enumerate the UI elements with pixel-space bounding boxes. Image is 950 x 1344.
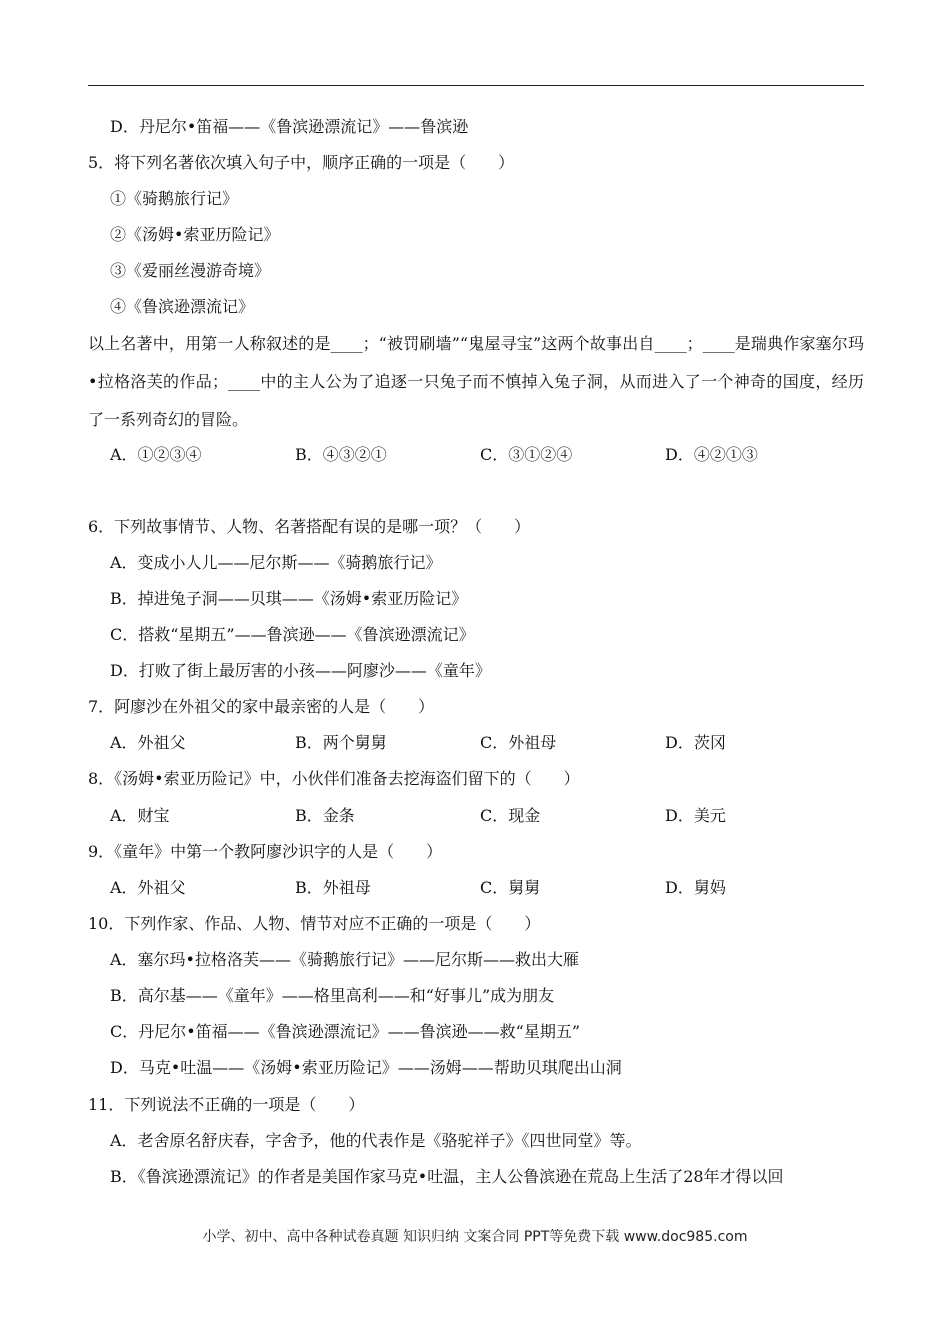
q5-option-d: D．④②①③ bbox=[665, 445, 758, 464]
q7-option-d: D．茨冈 bbox=[665, 733, 726, 752]
q6-option-b: B．掉进兔子洞——贝琪——《汤姆•索亚历险记》 bbox=[110, 589, 468, 608]
q8-option-b: B．金条 bbox=[295, 806, 355, 825]
q5-passage bbox=[88, 325, 864, 439]
q6-option-d: D．打败了街上最厉害的小孩——阿廖沙——《童年》 bbox=[110, 661, 491, 680]
q5-option-c: C．③①②④ bbox=[480, 445, 573, 464]
q10-option-a: A．塞尔玛•拉格洛芙——《骑鹅旅行记》——尼尔斯——救出大雁 bbox=[110, 950, 579, 969]
q7-stem: 7．阿廖沙在外祖父的家中最亲密的人是（ ） bbox=[88, 697, 435, 716]
q5-stem: 5．将下列名著依次填入句子中，顺序正确的一项是（ ） bbox=[88, 153, 515, 172]
q9-option-b: B．外祖母 bbox=[295, 878, 371, 897]
q7-option-c: C．外祖母 bbox=[480, 733, 557, 752]
q11-option-b: B．《鲁滨逊漂流记》的作者是美国作家马克•吐温，主人公鲁滨逊在荒岛上生活了28年才得以回 bbox=[110, 1167, 784, 1186]
q5-option-b: B．④③②① bbox=[295, 445, 387, 464]
q5-options bbox=[110, 445, 860, 465]
q9-option-c: C．舅舅 bbox=[480, 878, 541, 897]
q5-passage-text: 以上名著中，用第一人称叙述的是____；“被罚刷墙”“鬼屋寻宝”这两个故事出自____；____是瑞典作家塞尔玛•拉格洛芙的作品；____中的主人公为了追逐一只兔子而不慎掉入兔子洞，从而进入了一个神奇的国度，经历了一系列奇幻的冒险。 bbox=[88, 334, 864, 429]
q5-item-3: ③《爱丽丝漫游奇境》 bbox=[110, 261, 271, 280]
q8-stem: 8．《汤姆•索亚历险记》中，小伙伴们准备去挖海盗们留下的（ ） bbox=[88, 769, 580, 788]
q8-option-c: C．现金 bbox=[480, 806, 541, 825]
page-footer: 小学、初中、高中各种试卷真题 知识归纳 文案合同 PPT等免费下载 www.doc985.com bbox=[202, 1229, 748, 1245]
q7-options bbox=[110, 733, 860, 753]
q10-option-b: B．高尔基——《童年》——格里高利——和“好事儿”成为朋友 bbox=[110, 986, 555, 1005]
q10-option-c: C．丹尼尔•笛福——《鲁滨逊漂流记》——鲁滨逊——救“星期五” bbox=[110, 1022, 581, 1041]
q6-stem: 6．下列故事情节、人物、名著搭配有误的是哪一项？（ ） bbox=[88, 517, 531, 536]
q6-option-c: C．搭救“星期五”——鲁滨逊——《鲁滨逊漂流记》 bbox=[110, 625, 475, 644]
q9-options bbox=[110, 878, 860, 898]
q6-option-a: A．变成小人儿——尼尔斯——《骑鹅旅行记》 bbox=[110, 553, 442, 572]
q8-option-a: A．财宝 bbox=[110, 806, 170, 825]
q11-stem: 11．下列说法不正确的一项是（ ） bbox=[88, 1095, 365, 1114]
q11-option-a: A．老舍原名舒庆春，字舍予，他的代表作是《骆驼祥子》《四世同堂》等。 bbox=[110, 1131, 642, 1150]
q4-option-d: D．丹尼尔•笛福——《鲁滨逊漂流记》——鲁滨逊 bbox=[110, 117, 469, 136]
q9-option-a: A．外祖父 bbox=[110, 878, 186, 897]
q5-item-1: ①《骑鹅旅行记》 bbox=[110, 189, 239, 208]
header-rule bbox=[88, 85, 864, 86]
q9-stem: 9．《童年》中第一个教阿廖沙识字的人是（ ） bbox=[88, 842, 443, 861]
q5-item-4: ④《鲁滨逊漂流记》 bbox=[110, 297, 255, 316]
q10-option-d: D．马克•吐温——《汤姆•索亚历险记》——汤姆——帮助贝琪爬出山洞 bbox=[110, 1058, 622, 1077]
q5-item-2: ②《汤姆•索亚历险记》 bbox=[110, 225, 280, 244]
q9-option-d: D．舅妈 bbox=[665, 878, 726, 897]
q8-options bbox=[110, 806, 860, 826]
q10-stem: 10．下列作家、作品、人物、情节对应不正确的一项是（ ） bbox=[88, 914, 541, 933]
q8-option-d: D．美元 bbox=[665, 806, 726, 825]
q7-option-a: A．外祖父 bbox=[110, 733, 186, 752]
q5-option-a: A．①②③④ bbox=[110, 445, 202, 464]
q7-option-b: B．两个舅舅 bbox=[295, 733, 387, 752]
